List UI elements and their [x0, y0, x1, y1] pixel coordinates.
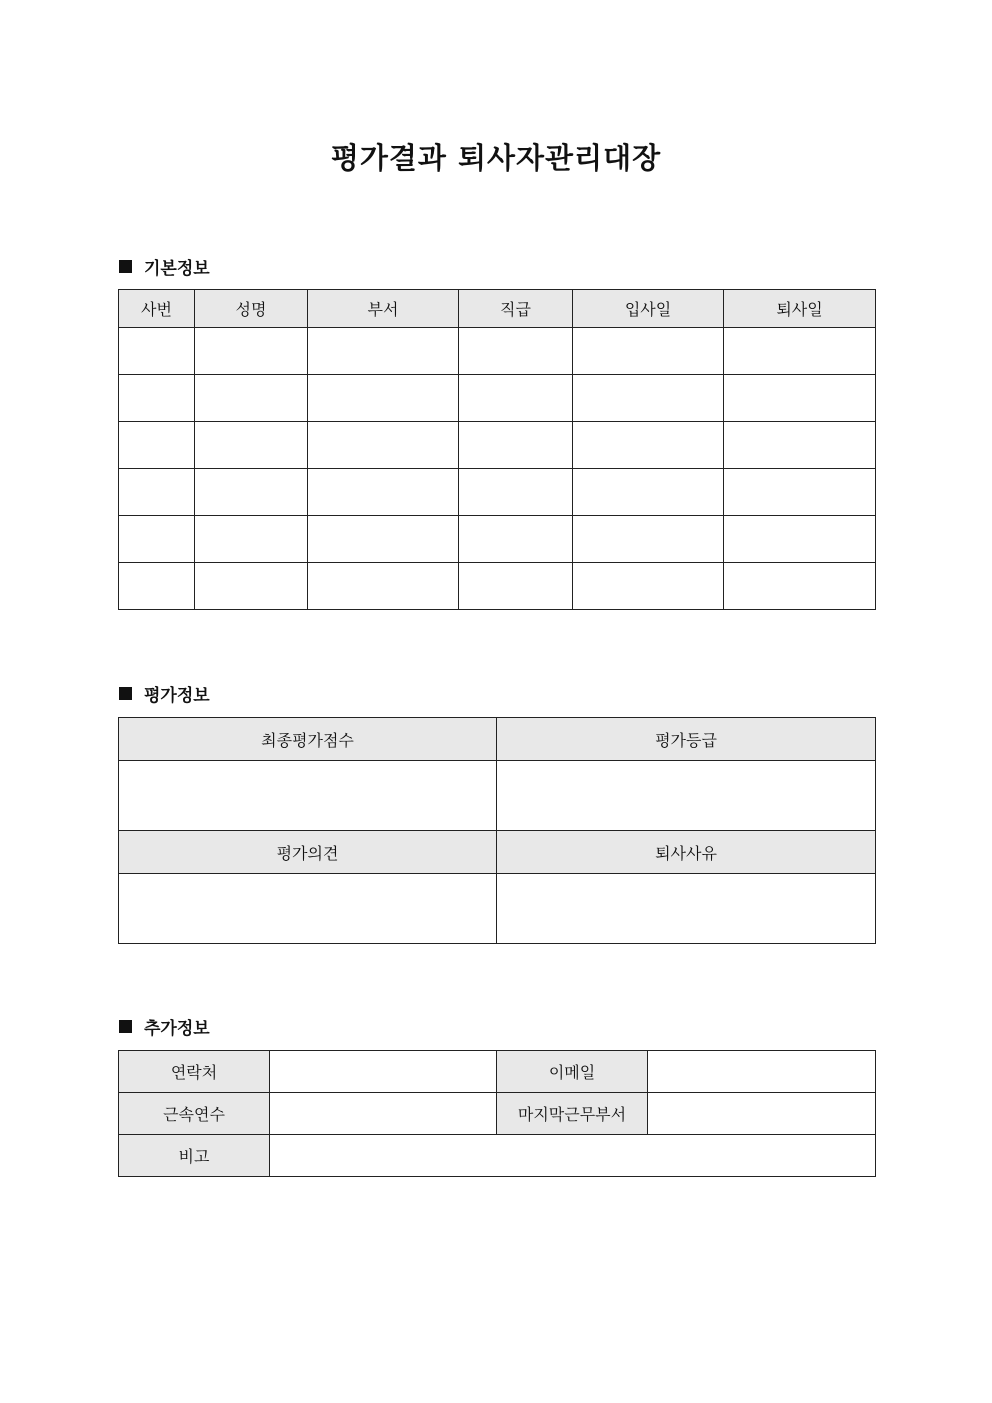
table-row [119, 422, 876, 469]
table-cell[interactable] [724, 563, 876, 610]
table-cell[interactable] [119, 563, 195, 610]
section-title-basic: 기본정보 [144, 259, 210, 279]
section-title-evaluation: 평가정보 [144, 686, 210, 706]
table-cell[interactable] [308, 422, 459, 469]
table-cell[interactable] [119, 469, 195, 516]
document-title: 평가결과 퇴사자관리대장 [330, 141, 662, 175]
table-cell[interactable] [724, 375, 876, 422]
table-cell[interactable] [459, 516, 573, 563]
table-row [119, 563, 876, 610]
last-department-field[interactable] [648, 1093, 876, 1135]
table-cell[interactable] [459, 375, 573, 422]
reason-field[interactable] [497, 874, 876, 944]
table-row [119, 375, 876, 422]
table-cell[interactable] [119, 516, 195, 563]
table-cell[interactable] [195, 563, 308, 610]
table-cell[interactable] [195, 469, 308, 516]
remarks-label: 비고 [119, 1135, 270, 1177]
email-label: 이메일 [497, 1051, 648, 1093]
final-score-field[interactable] [119, 761, 497, 831]
section-title-additional: 추가정보 [144, 1019, 210, 1039]
tenure-field[interactable] [270, 1093, 497, 1135]
table-cell[interactable] [724, 469, 876, 516]
table-cell[interactable] [195, 375, 308, 422]
additional-info-table [118, 1050, 876, 1177]
table-cell[interactable] [573, 422, 724, 469]
table-cell[interactable] [308, 375, 459, 422]
table-cell[interactable] [195, 422, 308, 469]
last-department-label: 마지막근무부서 [497, 1093, 648, 1135]
table-row [119, 328, 876, 375]
square-bullet-icon [119, 687, 132, 700]
table-cell[interactable] [119, 375, 195, 422]
tenure-label: 근속연수 [119, 1093, 270, 1135]
contact-label: 연락처 [119, 1051, 270, 1093]
basic-info-table [118, 289, 876, 610]
table-cell[interactable] [573, 563, 724, 610]
section-heading-evaluation [119, 681, 210, 706]
table-header-row [119, 290, 876, 328]
column-header-resign-date: 퇴사일 [724, 290, 876, 328]
table-cell[interactable] [308, 563, 459, 610]
table-cell[interactable] [573, 516, 724, 563]
table-cell[interactable] [308, 469, 459, 516]
column-header-employee-no: 사번 [119, 290, 195, 328]
table-cell[interactable] [573, 328, 724, 375]
table-cell[interactable] [195, 516, 308, 563]
table-cell[interactable] [119, 328, 195, 375]
table-cell[interactable] [573, 469, 724, 516]
table-cell[interactable] [459, 422, 573, 469]
table-cell[interactable] [724, 328, 876, 375]
table-row [119, 469, 876, 516]
remarks-field[interactable] [270, 1135, 876, 1177]
table-cell[interactable] [573, 375, 724, 422]
table-cell[interactable] [195, 328, 308, 375]
table-cell[interactable] [459, 328, 573, 375]
square-bullet-icon [119, 1020, 132, 1033]
grade-field[interactable] [497, 761, 876, 831]
table-cell[interactable] [724, 516, 876, 563]
table-cell[interactable] [459, 469, 573, 516]
contact-field[interactable] [270, 1051, 497, 1093]
column-header-position: 직급 [459, 290, 573, 328]
table-cell[interactable] [724, 422, 876, 469]
reason-label: 퇴사사유 [497, 831, 876, 874]
opinion-field[interactable] [119, 874, 497, 944]
table-cell[interactable] [308, 516, 459, 563]
email-field[interactable] [648, 1051, 876, 1093]
grade-label: 평가등급 [497, 718, 876, 761]
column-header-hire-date: 입사일 [573, 290, 724, 328]
section-heading-additional [119, 1014, 210, 1039]
table-cell[interactable] [459, 563, 573, 610]
square-bullet-icon [119, 260, 132, 273]
opinion-label: 평가의견 [119, 831, 497, 874]
section-heading-basic [119, 254, 210, 279]
table-row [119, 516, 876, 563]
column-header-department: 부서 [308, 290, 459, 328]
table-cell[interactable] [308, 328, 459, 375]
final-score-label: 최종평가점수 [119, 718, 497, 761]
evaluation-info-table [118, 717, 876, 944]
table-cell[interactable] [119, 422, 195, 469]
column-header-name: 성명 [195, 290, 308, 328]
